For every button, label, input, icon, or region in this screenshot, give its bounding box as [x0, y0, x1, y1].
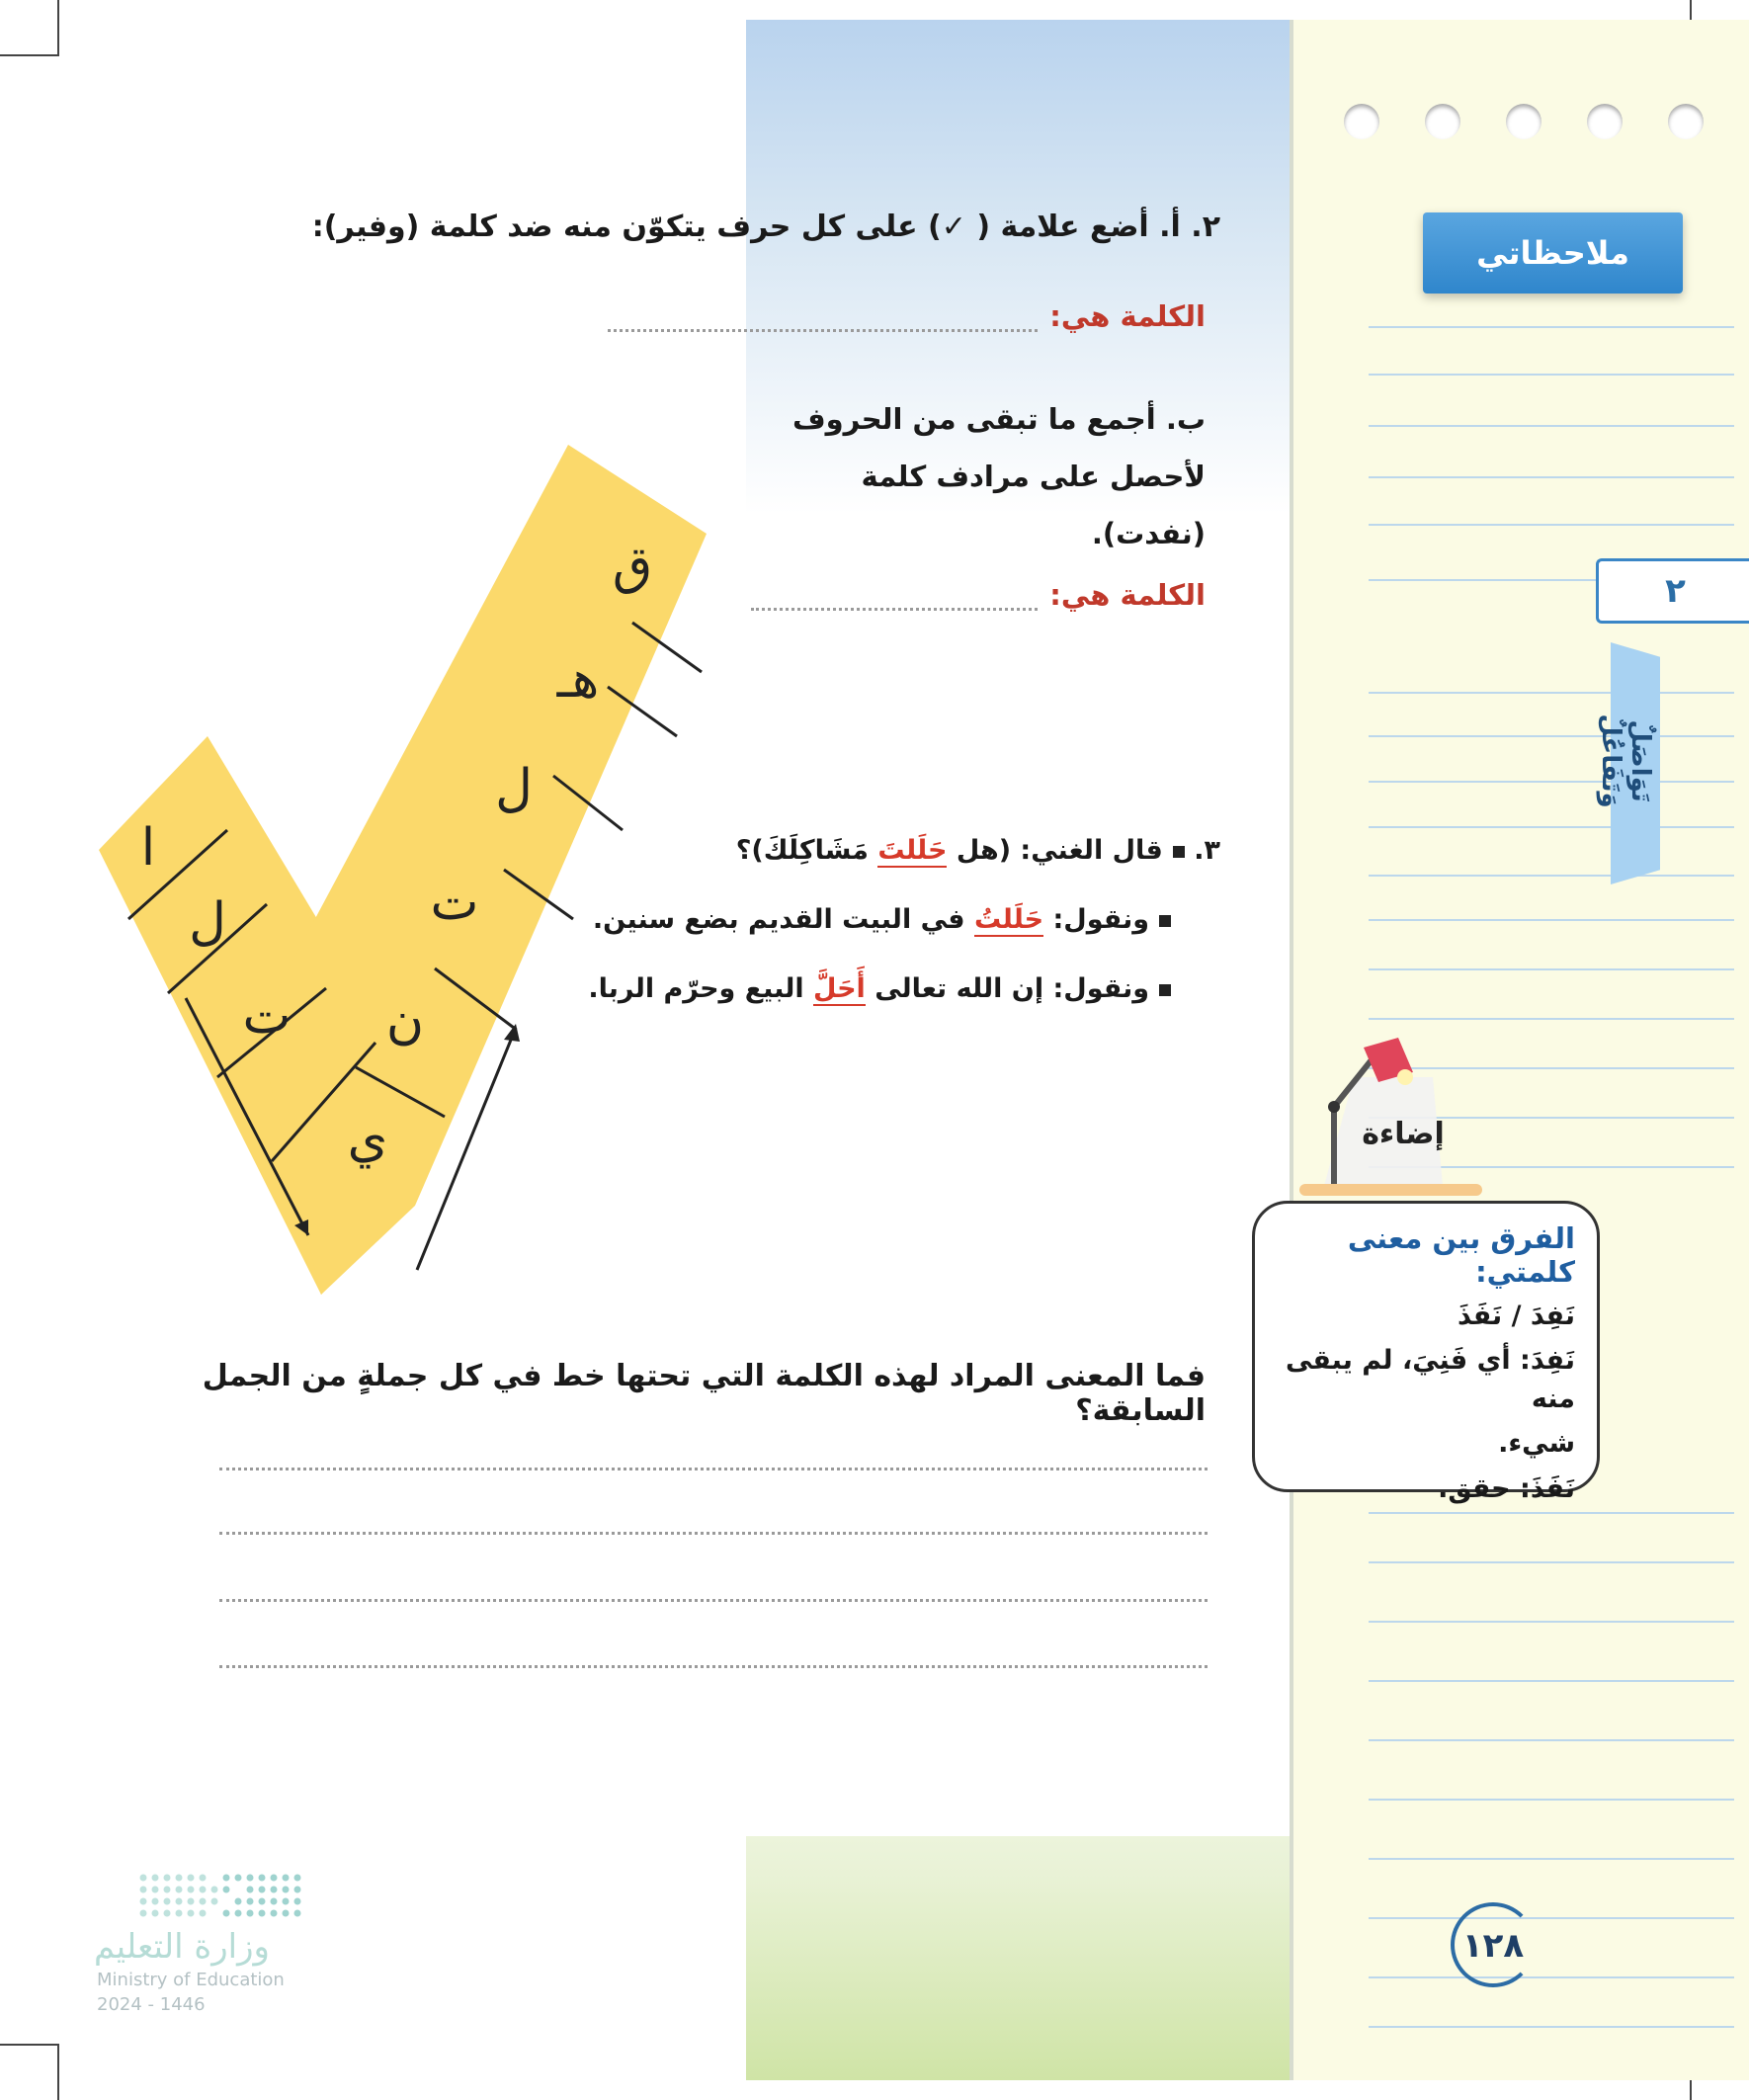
lamp-base: [1299, 1184, 1482, 1196]
crop-mark: [57, 0, 59, 54]
logo-dot: [211, 1887, 218, 1893]
checkmark-letter: ا: [140, 818, 156, 878]
logo-dot: [294, 1898, 301, 1905]
logo-dot: [176, 1887, 183, 1893]
notes-rule-line: [1369, 1018, 1734, 1020]
logo-dot: [247, 1898, 254, 1905]
notes-rule-line: [1369, 1561, 1734, 1563]
q3-number: ٣.: [1194, 835, 1220, 866]
notes-rule-line: [1369, 1917, 1734, 1919]
logo-dot: [283, 1887, 290, 1893]
logo-dot: [140, 1887, 147, 1893]
logo-dot: [294, 1910, 301, 1917]
page-number: ١٢٨: [1451, 1902, 1536, 1987]
notes-rule-line: [1369, 524, 1734, 526]
logo-dot: [140, 1910, 147, 1917]
notes-rule-line: [1369, 692, 1734, 694]
logo-dot: [188, 1910, 195, 1917]
bullet-square-icon: [1159, 984, 1171, 996]
logo-dot: [259, 1910, 266, 1917]
notes-rule-line: [1369, 1799, 1734, 1801]
logo-dot: [235, 1875, 242, 1882]
answer-line[interactable]: [219, 1468, 1208, 1470]
q3-line3: [479, 973, 1171, 1004]
bullet-square-icon: [1173, 846, 1185, 858]
logo-dot: [200, 1898, 207, 1905]
binder-hole: [1668, 104, 1704, 139]
logo-dot: [164, 1875, 171, 1882]
logo-dot: [176, 1875, 183, 1882]
notes-rule-line: [1369, 919, 1734, 921]
answer-line-b[interactable]: [751, 608, 1038, 611]
logo-dot: [235, 1898, 242, 1905]
bullet-square-icon: [1159, 915, 1171, 927]
logo-dot: [247, 1875, 254, 1882]
checkmark-letter: ت: [242, 986, 292, 1046]
q2-part-b-line2: لأحصل على مرادف كلمة: [861, 460, 1206, 493]
unit-number: ٢: [1596, 558, 1749, 624]
logo-arabic: وزارة التعليم: [94, 1927, 270, 1967]
info-title: الفرق بين معنى كلمتي:: [1347, 1221, 1575, 1289]
logo-dot: [164, 1898, 171, 1905]
q2-part-b-line3: (نفدت).: [1091, 517, 1206, 550]
logo-dot: [259, 1875, 266, 1882]
q3-line1: [529, 835, 1220, 866]
logo-dot: [152, 1898, 159, 1905]
logo-dot: [259, 1887, 266, 1893]
notes-rule-line: [1369, 326, 1734, 328]
q2-part-a: ٢. أ. أضع علامة ( ✓) على كل حرف يتكوّن منه ضد كلمة (وفير):: [311, 210, 1220, 244]
q3-line3-highlight: أَحَلَّ: [813, 973, 866, 1004]
notes-title: ملاحظاتي: [1423, 212, 1683, 294]
q3-line2-highlight: حَلَلتُ: [974, 904, 1044, 935]
logo-dot: [140, 1875, 147, 1882]
answer-line[interactable]: [219, 1532, 1208, 1535]
notes-rule-line: [1369, 1858, 1734, 1860]
crop-mark: [57, 2046, 59, 2100]
logo-dot: [152, 1910, 159, 1917]
logo-dot: [200, 1887, 207, 1893]
notes-rule-line: [1369, 374, 1734, 376]
q3-line3-text-end: البيع وحرّم الربا.: [588, 973, 813, 1004]
logo-dot: [271, 1887, 278, 1893]
notes-rule-line: [1369, 425, 1734, 427]
logo-dot: [152, 1875, 159, 1882]
notes-rule-line: [1369, 875, 1734, 877]
info-line: شيء.: [1498, 1428, 1575, 1460]
logo-dot: [283, 1875, 290, 1882]
notes-rule-line: [1369, 1976, 1734, 1978]
checkmark-letter-bottom: ي: [347, 1110, 388, 1169]
notes-rule-line: [1369, 1512, 1734, 1514]
logo-dot: [294, 1887, 301, 1893]
logo-dot: [223, 1910, 230, 1917]
binder-hole: [1587, 104, 1623, 139]
notes-rule-line: [1369, 2026, 1734, 2028]
logo-dot: [211, 1898, 218, 1905]
q2-part-b-line1: ب. أجمع ما تبقى من الحروف: [791, 402, 1206, 436]
logo-dot: [188, 1887, 195, 1893]
logo-dot: [140, 1898, 147, 1905]
notes-rule-line: [1369, 826, 1734, 828]
logo-dot: [259, 1898, 266, 1905]
logo-dot: [247, 1910, 254, 1917]
word-label-a: الكلمة هي:: [1049, 299, 1206, 333]
crop-mark: [0, 54, 59, 56]
word-label-b: الكلمة هي:: [1049, 578, 1206, 612]
logo-dot: [223, 1887, 230, 1893]
checkmark-letter: ل: [189, 892, 226, 952]
notes-rule-line: [1369, 781, 1734, 783]
logo-dot: [200, 1875, 207, 1882]
binder-hole: [1506, 104, 1541, 139]
checkmark-letter: ن: [385, 991, 425, 1050]
notes-rule-line: [1369, 1621, 1734, 1623]
checkmark-letter: ل: [495, 759, 533, 818]
logo-dot: [200, 1910, 207, 1917]
q3-line2: [479, 904, 1171, 935]
binder-hole: [1344, 104, 1379, 139]
info-box: [1252, 1201, 1600, 1504]
info-line: نَفِدَ: أي فَنِيَ، لم يبقى منه: [1285, 1345, 1575, 1415]
checkmark-letter: ق: [612, 537, 653, 596]
answer-line[interactable]: [219, 1665, 1208, 1668]
logo-english: Ministry of Education: [97, 1970, 285, 1990]
notes-rule-line: [1369, 476, 1734, 478]
notes-rule-line: [1369, 735, 1734, 737]
q3-line2-text-end: في البيت القديم بضع سنين.: [592, 904, 974, 935]
info-line: نَفِدَ / نَفَذَ: [1458, 1301, 1575, 1331]
checkmark-letter: هـ: [556, 650, 600, 710]
q3-line1-text: قال الغني: (هل: [947, 835, 1163, 866]
q3-line3-text: ونقول: إن الله تعالى: [865, 973, 1149, 1004]
crop-mark: [0, 2044, 59, 2046]
logo-year: 2024 - 1446: [97, 1994, 206, 2015]
checkmark-puzzle: [99, 435, 741, 1304]
logo-dot: [164, 1887, 171, 1893]
logo-dot: [176, 1910, 183, 1917]
binder-hole: [1425, 104, 1460, 139]
q3-line2-text: ونقول:: [1043, 904, 1149, 935]
logo-dot: [164, 1910, 171, 1917]
logo-dot: [283, 1898, 290, 1905]
logo-dot: [283, 1910, 290, 1917]
logo-dot: [188, 1898, 195, 1905]
illumination-label: إضاءة: [1362, 1117, 1445, 1151]
logo-dot: [152, 1887, 159, 1893]
unit-ribbon-text: تَوَاصَلٌ وَتَفَاعُلٌ: [1596, 714, 1655, 808]
q3-line1-highlight: حَلَلتَ: [877, 835, 948, 866]
checkmark-letter: ت: [430, 873, 479, 932]
answer-line-a[interactable]: [608, 329, 1038, 332]
logo-dot: [247, 1887, 254, 1893]
logo-dot: [271, 1910, 278, 1917]
logo-dot: [294, 1875, 301, 1882]
logo-dot: [271, 1875, 278, 1882]
logo-dot: [223, 1875, 230, 1882]
notes-rule-line: [1369, 1680, 1734, 1682]
q3-question: فما المعنى المراد لهذه الكلمة التي تحتها خط في كل جملةٍ من الجمل السابقة؟: [202, 1359, 1206, 1428]
logo-dot: [235, 1910, 242, 1917]
q3-line1-text-end: مَشَاكِلَكَ)؟: [735, 835, 878, 866]
notes-rule-line: [1369, 968, 1734, 970]
logo-dot: [188, 1875, 195, 1882]
logo-dot: [176, 1898, 183, 1905]
notes-rule-line: [1369, 1739, 1734, 1741]
logo-dot: [271, 1898, 278, 1905]
answer-line[interactable]: [219, 1599, 1208, 1602]
info-line: نَفَذَ: حقق.: [1438, 1472, 1575, 1504]
